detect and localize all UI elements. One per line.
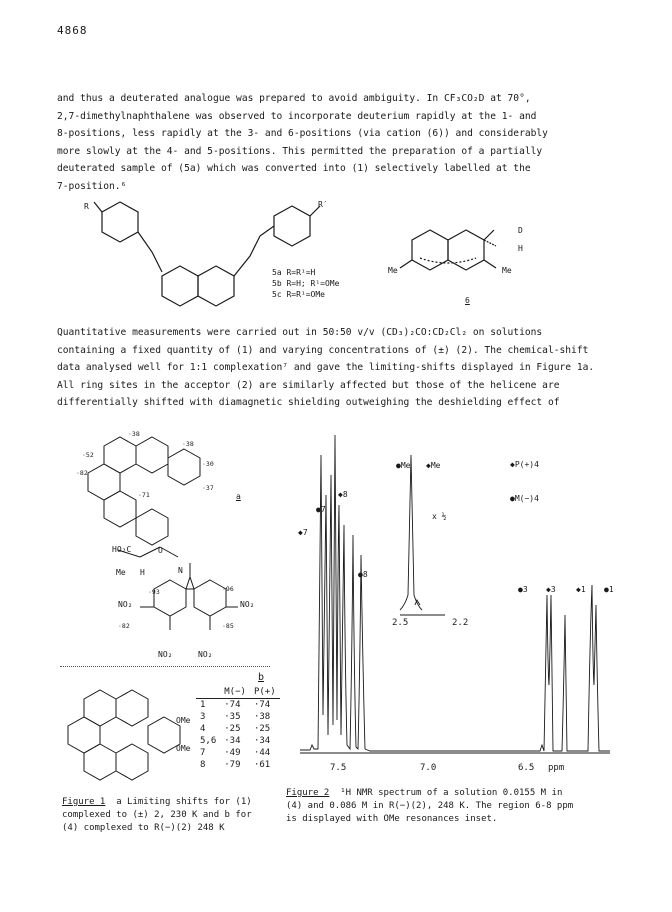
legend-p: ◆P(+)4	[510, 460, 539, 469]
para1-line: 8-positions, less rapidly at the 3- and 6-positions (via cation (6)) and considerably	[57, 128, 548, 140]
group-label: NO₂	[118, 600, 133, 609]
caption-line: (4) and 0.086 M in R(−)(2), 248 K. The region 6-8 ppm	[286, 801, 574, 811]
page-number: 4868	[57, 24, 88, 37]
figure-2-title: Figure 2	[286, 788, 330, 798]
table-cell: ·49	[224, 748, 241, 758]
cation-d-label: D	[518, 226, 523, 235]
inset-scale-label: x ½	[432, 512, 447, 521]
table-cell: ·74	[253, 700, 271, 710]
ome-bottom: OMe	[176, 744, 191, 753]
table-header: M(−)	[224, 687, 246, 697]
table-cell: 4	[200, 724, 206, 734]
axis-tick: 7.0	[420, 763, 437, 773]
shift-label: ·38	[128, 430, 140, 438]
marker-label: ●Me	[396, 461, 411, 470]
legend-m: ●M(−)4	[510, 494, 539, 503]
para2-line: All ring sites in the acceptor (2) are similarly affected but those of the helicene are	[57, 379, 560, 391]
para1-line: deuterated sample of (5a) which was converted into (1) selectively labelled at the	[57, 163, 531, 175]
marker-label: ◆8	[338, 490, 348, 499]
structures-5-and-6	[80, 196, 600, 316]
para1-line: 7-position.⁶	[57, 180, 127, 192]
helicene-ring	[68, 717, 100, 753]
table-cell: 3	[200, 712, 206, 722]
group-label: NO₂	[198, 650, 213, 659]
marker-label: ◆1	[576, 585, 586, 594]
marker-label: ◆7	[298, 528, 308, 537]
group-label: N	[178, 566, 183, 575]
table-cell: 5,6	[200, 736, 217, 746]
table-cell: ·34	[253, 736, 271, 746]
table-header-row	[196, 686, 280, 699]
caption-line: is displayed with OMe resonances inset.	[286, 814, 498, 824]
table-cell: ·25	[224, 724, 241, 734]
helicene-ring	[84, 744, 116, 780]
group-label: NO₂	[240, 600, 255, 609]
table-cell: ·44	[253, 748, 271, 758]
shift-table	[196, 686, 280, 771]
marker-label: ●7	[316, 505, 326, 514]
inset-tick: 2.5	[392, 618, 409, 628]
helicene-ring	[116, 744, 148, 780]
figure-1-caption	[62, 796, 252, 835]
figure-separator	[60, 666, 270, 667]
acceptor-shift: ·96	[222, 585, 234, 593]
acceptor-shift: ·85	[222, 622, 234, 630]
shift-label: ·82	[76, 469, 88, 477]
naphthalene-ring-left	[162, 266, 198, 306]
caption-line: (4) complexed to R(−)(2) 248 K	[62, 823, 225, 833]
table-cell: ·25	[253, 724, 271, 734]
left-phenyl-ring	[102, 202, 138, 242]
helicene-ring	[136, 509, 168, 545]
cation-ring-left	[412, 230, 448, 270]
helicene-ring	[104, 491, 136, 527]
acceptor-shift: ·93	[148, 588, 160, 596]
ome-top: OMe	[176, 716, 191, 725]
helicene-ring	[104, 437, 136, 473]
r-right-label: R′	[318, 200, 328, 209]
axis-unit: ppm	[548, 763, 565, 773]
figure-1b-structure	[60, 676, 210, 786]
table-cell: ·38	[253, 712, 271, 722]
group-label: HO₂C	[112, 545, 132, 554]
left-vinyl	[138, 232, 162, 272]
cation-h-label: H	[518, 244, 523, 253]
table-cell: 8	[200, 760, 206, 770]
figure-2-caption	[286, 787, 573, 826]
table-cell: ·74	[224, 700, 241, 710]
r-left-label: R	[84, 202, 89, 211]
table-row	[196, 735, 280, 747]
right-phenyl-ring	[274, 206, 310, 246]
paragraph-2	[57, 324, 594, 412]
table-row	[196, 723, 280, 735]
fig1b-panel-label: b	[258, 672, 265, 683]
axis-tick: 7.5	[330, 763, 347, 773]
label-5c: 5c R=R¹=OMe	[272, 290, 325, 299]
helicene-ring	[136, 437, 168, 473]
marker-label: ●1	[604, 585, 614, 594]
axis-tick: 6.5	[518, 763, 535, 773]
table-cell: ·61	[253, 760, 271, 770]
para2-line: data analysed well for 1:1 complexation⁷ and gave the limiting-shifts displayed in Figure 1a.	[57, 362, 595, 374]
table-header: P(+)	[253, 687, 276, 697]
table-row	[196, 759, 280, 771]
label-5b: 5b R=H; R¹=OMe	[272, 279, 340, 288]
main-spectrum-trace	[300, 435, 610, 751]
cation-me-left: Me	[388, 266, 398, 275]
para1-line: 2,7-dimethylnaphthalene was observed to incorporate deuterium rapidly at the 1- and	[57, 110, 537, 122]
marker-label: ◆3	[546, 585, 556, 594]
naphthalene-ring-right	[198, 266, 234, 306]
cation-me-right: Me	[502, 266, 512, 275]
marker-label: ●3	[518, 585, 528, 594]
acceptor-ring	[154, 580, 186, 616]
para2-line: differentially shifted with diamagnetic shielding outweighing the deshielding effect of	[57, 397, 560, 409]
marker-label: ◆Me	[426, 461, 441, 470]
table-row	[196, 711, 280, 723]
acceptor-shift: ·82	[118, 622, 130, 630]
cation-ring-right	[448, 230, 484, 270]
shift-label: ·52	[82, 451, 94, 459]
inset-tick: 2.2	[452, 618, 469, 628]
shift-label: ·71	[138, 491, 150, 499]
helicene-ring	[84, 690, 116, 726]
shift-table-wrap	[196, 686, 280, 771]
table-cell: 1	[200, 700, 206, 710]
shift-label: ·30	[202, 460, 214, 468]
helicene-ring	[168, 449, 200, 485]
caption-line: a Limiting shifts for (1)	[116, 797, 252, 807]
group-label: H	[140, 568, 145, 577]
label-5a: 5a R=R¹=H	[272, 268, 316, 277]
spectrum-trace	[300, 435, 610, 753]
right-vinyl	[234, 236, 260, 276]
para2-line: containing a fixed quantity of (1) and varying concentrations of (±) (2). The chemical-shift	[57, 344, 589, 356]
table-row	[196, 699, 280, 712]
helicene-ring	[88, 464, 120, 500]
paragraph-1	[57, 90, 548, 196]
table-cell: ·79	[224, 760, 241, 770]
table-cell: ·34	[224, 736, 241, 746]
helicene-ring	[116, 690, 148, 726]
marker-label: ●8	[358, 570, 368, 579]
group-label: O	[158, 546, 163, 555]
group-label: Me	[116, 568, 126, 577]
group-label: NO₂	[158, 650, 173, 659]
caption-line: ¹H NMR spectrum of a solution 0.0155 M in	[340, 788, 563, 798]
para2-line: Quantitative measurements were carried out in 50:50 v/v (CD₃)₂CO:CD₂Cl₂ on solutions	[57, 327, 543, 338]
cation-number: 6	[465, 296, 470, 305]
inset-peak	[400, 455, 422, 610]
table-cell: ·35	[224, 712, 241, 722]
figure-1-title: Figure 1	[62, 797, 106, 807]
para1-line: more slowly at the 4- and 5-positions. This permitted the preparation of a partially	[57, 145, 543, 157]
shift-label: ·38	[182, 440, 194, 448]
table-row	[196, 747, 280, 759]
table-cell: 7	[200, 748, 206, 758]
table-header	[196, 686, 220, 699]
fig1a-panel-label: a	[236, 492, 241, 501]
shift-label: ·37	[202, 484, 214, 492]
acceptor-five-ring	[186, 577, 194, 589]
para1-line: and thus a deuterated analogue was prepared to avoid ambiguity. In CF₃CO₂D at 70°,	[57, 93, 531, 104]
caption-line: complexed to (±) 2, 230 K and b for	[62, 810, 252, 820]
